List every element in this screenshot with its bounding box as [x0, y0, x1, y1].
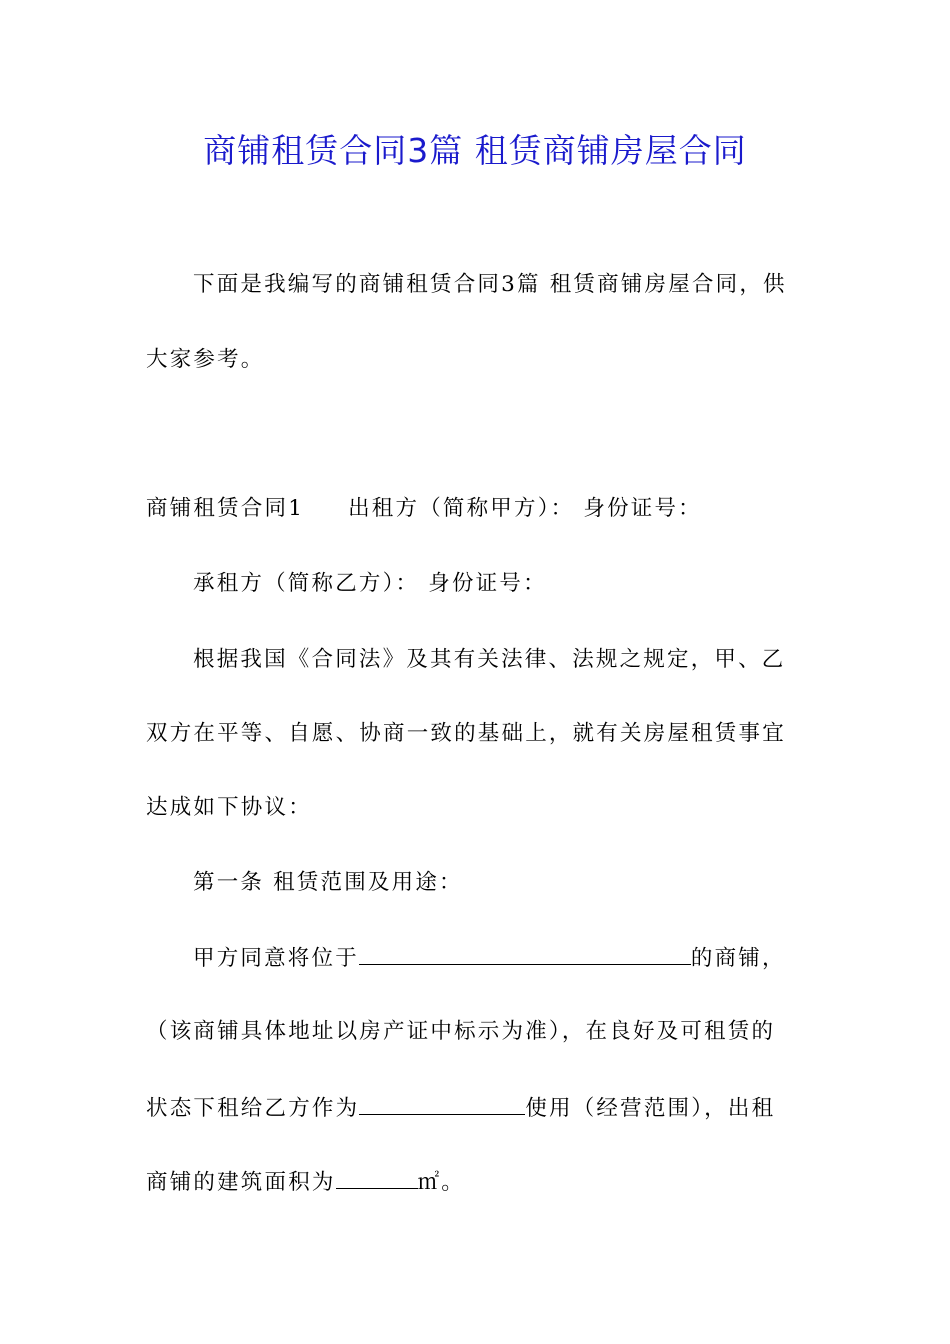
- article-1-line-1: [193, 942, 786, 974]
- article-1-line-2: （该商铺具体地址以房产证中标示为准），在良好及可租赁的: [146, 1019, 776, 1044]
- intro-line-1: 下面是我编写的商铺租赁合同3篇 租赁商铺房屋合同，供: [193, 272, 787, 297]
- article-1-line-4: [146, 1166, 465, 1198]
- article-1-line-1-end: 的商铺，: [690, 946, 786, 971]
- basis-line-3: 达成如下协议：: [146, 795, 312, 820]
- section-heading: 商铺租赁合同1: [146, 496, 305, 521]
- area-blank: [336, 1166, 418, 1189]
- article-1-heading: 第一条 租赁范围及用途：: [193, 870, 463, 895]
- article-1-line-4-end: ㎡。: [417, 1170, 466, 1195]
- article-1-line-1-start: 甲方同意将位于: [193, 946, 359, 971]
- location-blank: [359, 942, 691, 965]
- document-title: 商铺租赁合同3篇 租赁商铺房屋合同: [203, 131, 747, 170]
- article-1-line-3: [146, 1092, 775, 1124]
- article-1-line-3-end: 使用（经营范围），出租: [525, 1096, 776, 1121]
- section-heading-row: [146, 494, 702, 524]
- article-1-line-4-start: 商铺的建筑面积为: [146, 1170, 336, 1195]
- article-1-line-3-start: 状态下租给乙方作为: [146, 1096, 360, 1121]
- lessee-line: 承租方（简称乙方）： 身份证号：: [193, 571, 547, 596]
- usage-blank: [359, 1092, 525, 1115]
- basis-line-1: 根据我国《合同法》及其有关法律、法规之规定，甲、乙: [193, 647, 786, 672]
- intro-line-2: 大家参考。: [146, 347, 265, 372]
- basis-line-2: 双方在平等、自愿、协商一致的基础上，就有关房屋租赁事宜: [146, 721, 786, 746]
- lessor-line: 出租方（简称甲方）： 身份证号：: [348, 496, 702, 521]
